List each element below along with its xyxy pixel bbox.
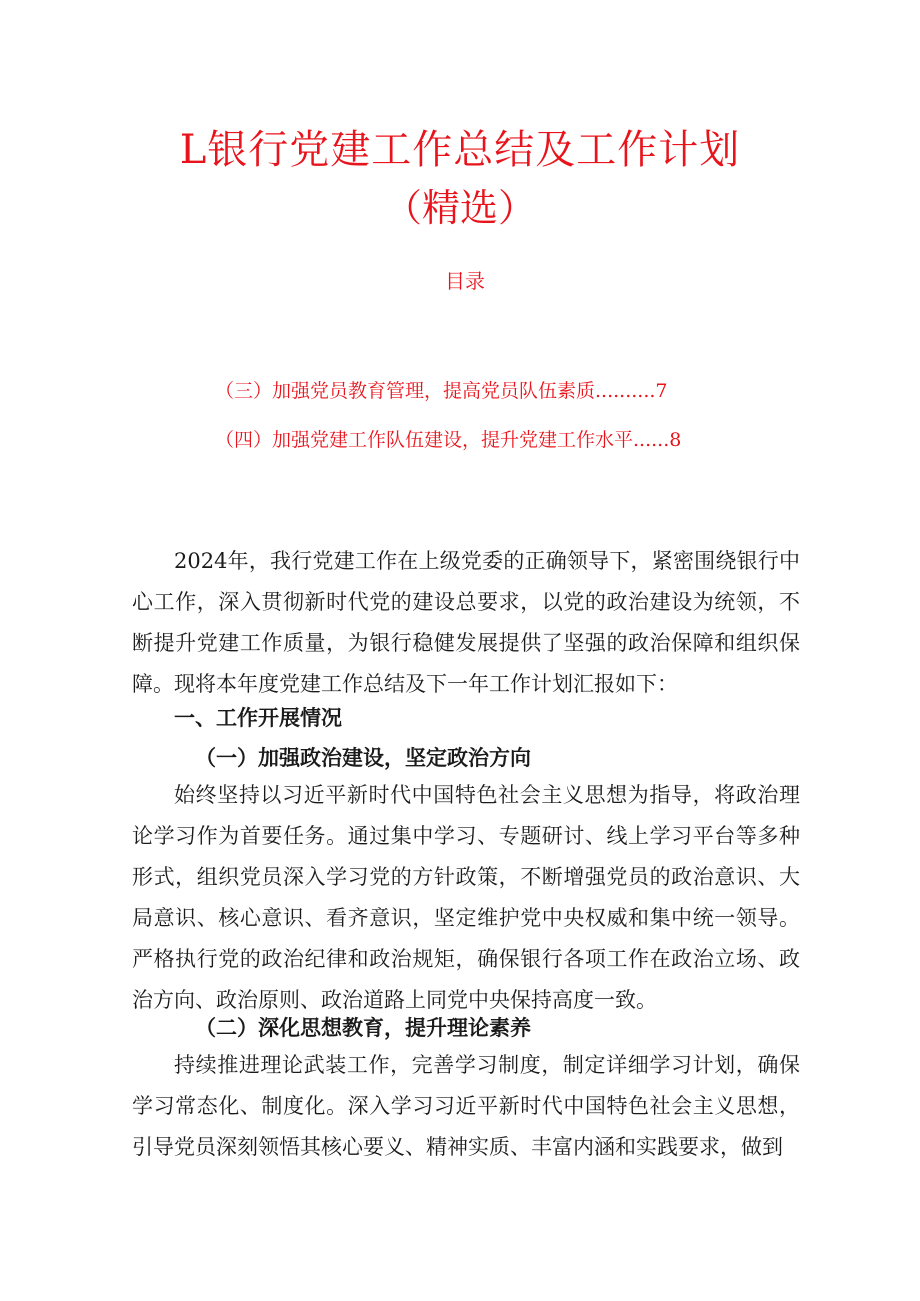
toc-item-label: （三）加强党员教育管理，提高党员队伍素质 bbox=[215, 380, 596, 402]
intro-paragraph: 2024年，我行党建工作在上级党委的正确领导下，紧密围绕银行中心工作，深入贯彻新时代党的建设总要求，以党的政治建设为统领，不断提升党建工作质量，为银行稳健发展提供了坚强的政治保障和组织保障。现将本年度党建工作总结及下一年工作计划汇报如下： bbox=[132, 549, 800, 696]
subsection-paragraph: 持续推进理论武装工作，完善学习制度，制定详细学习计划，确保学习常态化、制度化。深入学习习近平新时代中国特色社会主义思想，引导党员深刻领悟其核心要义、精神实质、丰富内涵和实践要求，做到 bbox=[132, 1053, 800, 1159]
toc-item[interactable] bbox=[215, 425, 681, 455]
toc-item-page: 8 bbox=[669, 429, 682, 451]
toc-item-leader: ...... bbox=[633, 429, 670, 451]
section-heading: 一、工作开展情况 bbox=[174, 706, 342, 730]
toc-item-label: （四）加强党建工作队伍建设，提升党建工作水平 bbox=[215, 429, 634, 451]
document-subtitle: （精选） bbox=[383, 186, 536, 230]
subsection-heading: （二）深化思想教育，提升理论素养 bbox=[195, 1016, 531, 1040]
subsection-paragraph: 始终坚持以习近平新时代中国特色社会主义思想为指导，将政治理论学习作为首要任务。通过集中学习、专题研讨、线上学习平台等多种形式，组织党员深入学习党的方针政策，不断增强党员的政治意识、大局意识、核心意识、看齐意识，坚定维护党中央权威和集中统一领导。严格执行党的政治纪律和政治规矩，确保银行各项工作在政治立场、政治方向、政治原则、政治道路上同党中央保持高度一致。 bbox=[132, 783, 800, 1012]
subsection-heading: （一）加强政治建设，坚定政治方向 bbox=[195, 746, 531, 770]
toc-item[interactable] bbox=[215, 376, 668, 406]
toc-heading: 目录 bbox=[445, 269, 485, 293]
toc-item-leader: .......... bbox=[595, 380, 656, 402]
toc-item-page: 7 bbox=[655, 380, 668, 402]
document-title: L银行党建工作总结及工作计划 bbox=[179, 127, 741, 173]
